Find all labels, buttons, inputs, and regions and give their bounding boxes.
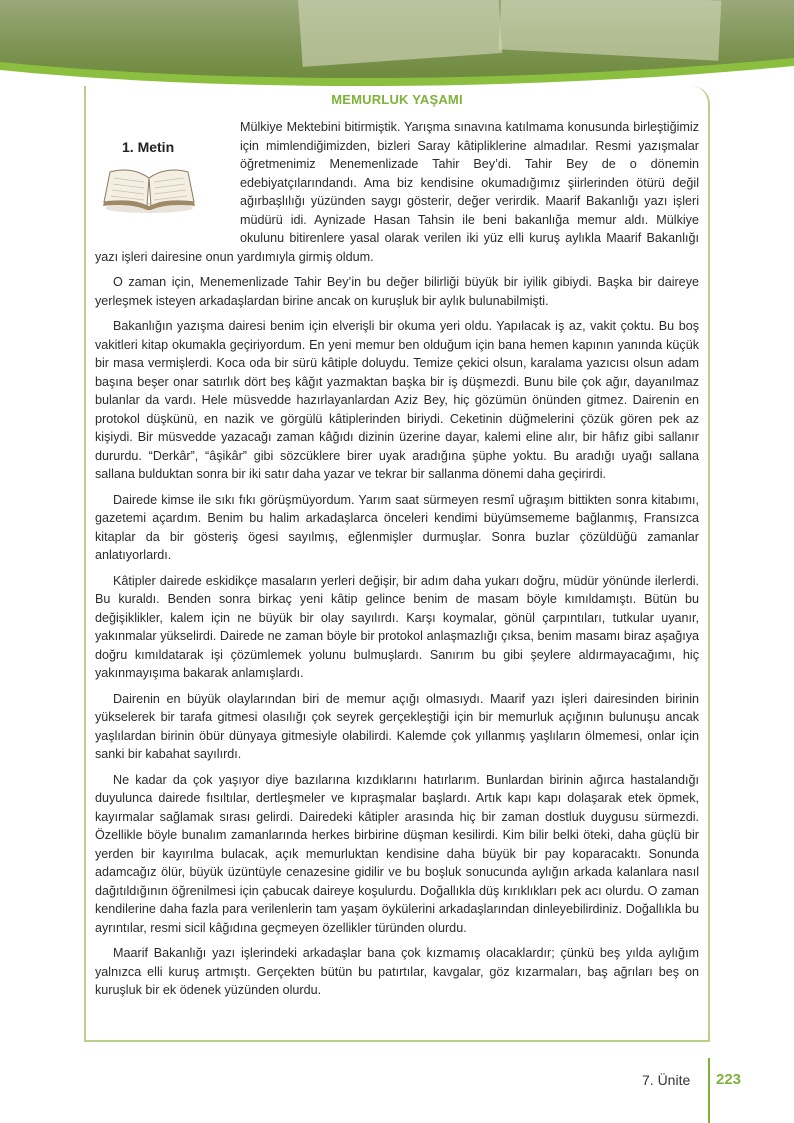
paragraph-4: Dairede kimse ile sıkı fıkı görüşmüyordum. Yarım saat sürmeyen resmî uğraşım bittikten sonra kitabımı, gazetemi açardım. Benim bu halim arkadaşlarca önceleri kendimi büyümsememe bağlanmış, Fransızca kitaplar da bir gösteriş ögesi sayılmış, eğlenmişler durmuşlar. Sonra buzlar çözüldüğü zamanlar anlatıyorlardı. <box>95 492 699 562</box>
paragraph-7: Ne kadar da çok yaşıyor diye bazılarına kızdıklarını hatırlarım. Bunlardan birinin ağırca hastalandığı duyulunca dairede fısıltılar, dertleşmeler ve kıpraşmalar başlardı. Artık kapı kapı dolaşarak etek öpmek, kayırmalar sağlamak sırası gelirdi. Dairedeki kâtipler arasında hiç bir zaman dostluk duygusu sürmezdi. Özellikle böyle bunalım zamanlarında herkes birbirine düşman kesilirdi. Kim bilir belki öteki, daha güçlü bir yerden bir kayırılma bulacak, açık memurluktan kendisine daha büyük bir pay koparacaktı. Sonunda adamcağız ölür, büyük üzüntüyle cenazesine gidilir ve bu boşluk sonucunda aylığın arkada kalanlara nasıl dağıtıldığının öğrenilmesi için çabucak daireye koşulurdu. Doğallıkla düş kırıklıkları pek acı olurdu. O zaman kendilerine daha fazla para verilenlerin tam yaşam öykülerini arkadaşlarından dinleyebilirdiniz. Doğallıkla bu ayrıntılar, resmi sicil kâğıdına geçmeyen özellikler türünden olurdu. <box>95 772 699 935</box>
paragraph-6: Dairenin en büyük olaylarından biri de memur açığı olmasıydı. Maarif yazı işleri dairesinden birinin yükselerek bir tarafa gitmesi olasılığı çok seyrek gerçekleştiği için bir memurluk açığının bulunuşu ancak yaşlılardan birinin öbür dünyaya gitmesiyle olabilirdi. Kalemde çok yıllanmış yaşlıların ölmemesi, onlar için sanki bir kabahat sayılırdı. <box>95 691 699 761</box>
unit-label: 7. Ünite <box>642 1072 691 1088</box>
paragraph-3: Bakanlığın yazışma dairesi benim için elverişli bir okuma yeri oldu. Yapılacak iş az, vakit çoktu. Bu boş vakitleri kitap okumakla geçiriyordum. En yeni memur ben olduğum için bana hemen kapının yanında küçük bir masa vermişlerdi. Koca oda bir sürü kâtiple doluydu. Temize çekici olsun, karalama yazıcısı olsun adam başına beşer onar satırlık dört beş kâğıt yazmaktan başka bir iş düşmezdi. Bunu bile çok ağır, dayanılmaz bulanlar da vardı. Hele müsvedde hazırlayanlardan Aziz Bey, hiç gözümün önünden gitmez. Dairenin en protokol düşkünü, en nazik ve görgülü kâtiplerinden biriydi. Ceketinin düğmelerini çözük gören pek az kişiydi. Bir müsvedde yazacağı zaman kâğıdı dizinin üzerine dayar, kalemi eline alır, bir hâfız gibi sallanır dururdu. “Derkâr”, “âşikâr” gibi sözcüklere birer uyak aradığına şüphe yoktu. Bu aradığı uyağı sallana sallana bulduktan sonra bir iki satır daha yazar ve tekrar bir sallanma dönemi daha geçirirdi. <box>95 319 699 481</box>
image-spacer <box>95 118 240 232</box>
footer-divider <box>708 1058 710 1123</box>
page-title: MEMURLUK YAŞAMI <box>331 92 463 107</box>
paragraph-5: Kâtipler dairede eskidikçe masaların yerleri değişir, bir adım daha yukarı doğru, müdür yönünde ilerlerdi. Bu kuraldı. Benden sonra birkaç yeni kâtip gelince benim de masam böyle kımıldamıştı. Bütün bu değişiklikler, kalem için ne büyük bir olay sayılırdı. Karşı koymalar, gönül çarpıntıları, tutkular uyanır, yakınmalar yükselirdi. Dairede ne zaman böyle bir protokol anlaşmazlığı çıksa, benim masamı biraz aşağıya doğru kımıldatarak işi çözümlemek yolunu bulmuşlardı. Sanırım bu gibi şeylere aldırmayacağımı, hiç yakınmayışıma bakarak anlamışlardı. <box>95 573 699 680</box>
metin-label: 1. Metin <box>122 139 175 155</box>
page-number: 223 <box>716 1071 742 1088</box>
paragraph-2: O zaman için, Menemenlizade Tahir Bey’in bu değer bilirliği büyük bir iyilik gibiydi. Başka bir daireye yerleşmek isteyen arkadaşlardan birine ancak on kuruşluk bir aylık bulunabilmişti. <box>95 275 699 308</box>
paragraph-1 <box>95 118 699 266</box>
paragraph-8: Maarif Bakanlığı yazı işlerindeki arkadaşlar bana çok kızmamış olacaklardır; çünkü beş yılda aylığım yalnızca elli kuruş artmıştı. Gerçekten bütün bu patırtılar, kavgalar, göz kızarmaları, baş ağrıları beş on kuruşluk bir ek ödenek yüzünden olurdu. <box>95 946 699 997</box>
paragraph-1-text: Mülkiye Mektebini bitirmiştik. Yarışma sınavına katılmama konusunda birleştiğimiz için mimlendiğimizden, bizleri Saray kâtipliklerine almadılar. Resmi yazışmalar öğretmenimiz Menemenlizade Tahir Bey’di. Tahir Bey de o dönemin edebiyatçılarındandı. Ama biz kendisine okumadığımız şiirlerinden ötürü değil ağırbaşlılığı yüzünden saygı gösterir, değer verirdik. Maarif Bakanlığı yazı işleri müdürü idi. Aynizade Hasan Tahsin ile beni bakanlığa memur aldı. Mülkiye okulunu bitirenlere yasal olarak verilen iki yüz elli kuruş aylıkla Maarif Bakanlığı yazı işleri dairesine onun yardımıyla girmiş oldum. <box>95 120 699 264</box>
article-body <box>95 118 699 1007</box>
